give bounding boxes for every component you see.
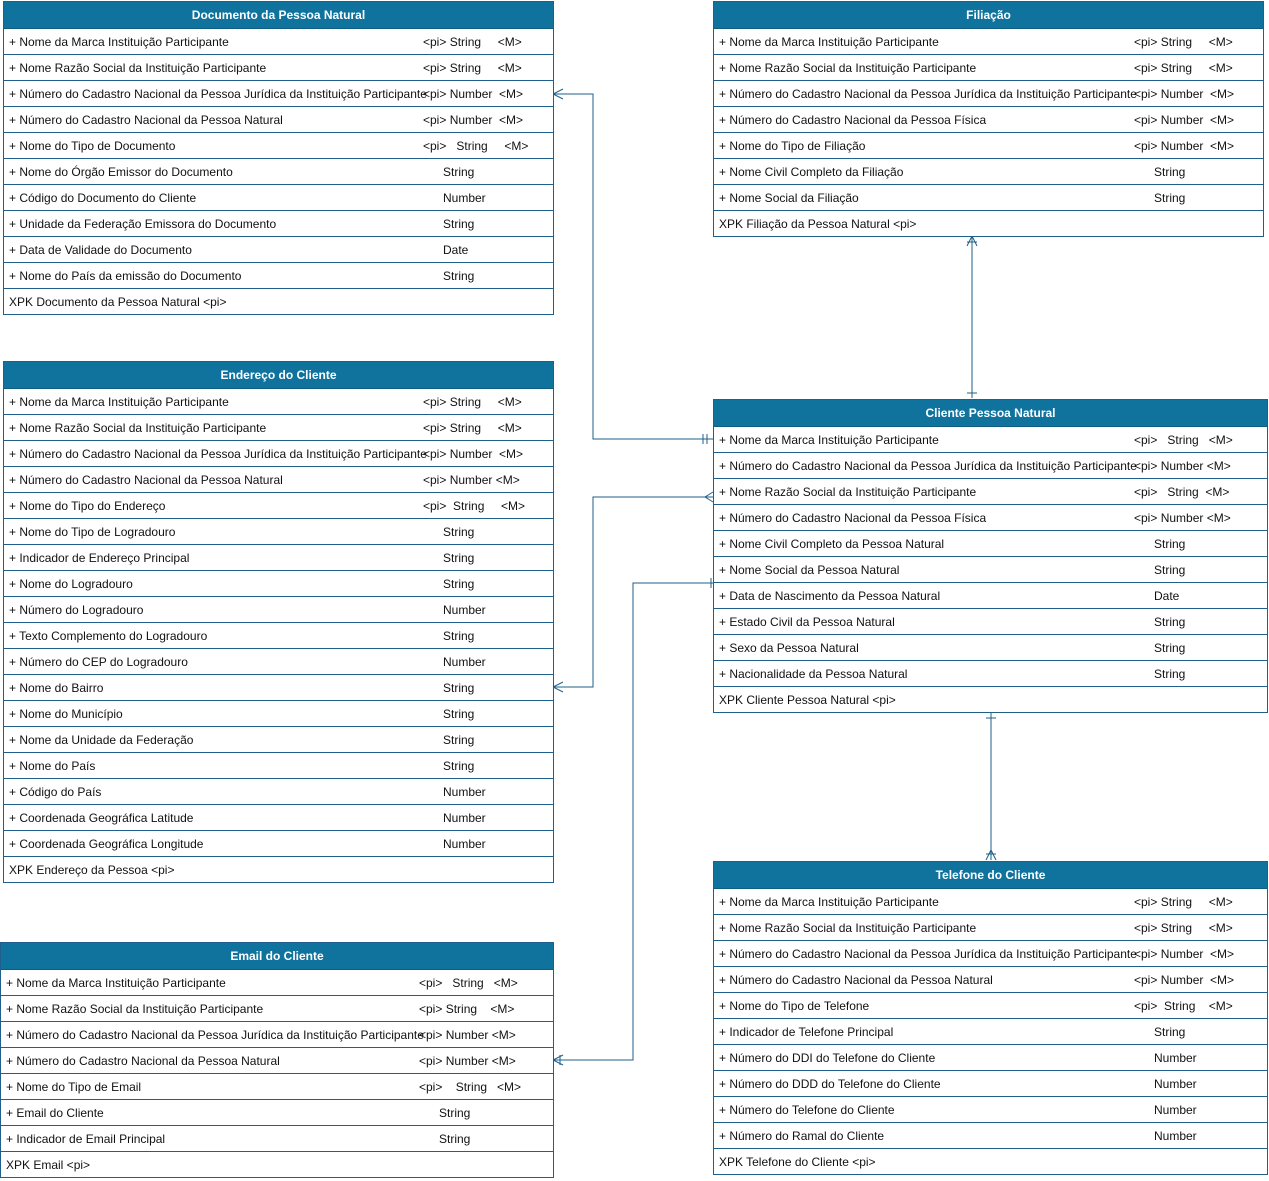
attribute-type: <pi> Number <M> xyxy=(419,1028,516,1042)
attribute-type: <pi> String <M> xyxy=(423,499,526,513)
attribute-name: + Número do DDI do Telefone do Cliente xyxy=(719,1051,936,1065)
attribute-row xyxy=(4,545,553,571)
attribute-name: + Número do Telefone do Cliente xyxy=(719,1103,895,1117)
primary-key-label: XPK Documento da Pessoa Natural <pi> xyxy=(9,295,227,309)
attribute-row xyxy=(1,1048,553,1074)
attribute-type: String xyxy=(443,681,475,695)
attribute-type: String xyxy=(443,759,475,773)
primary-key-row xyxy=(4,289,553,315)
attribute-row xyxy=(4,623,553,649)
entity-telefone-cliente[interactable] xyxy=(713,861,1268,1175)
attribute-type: String xyxy=(1154,191,1186,205)
attribute-name: + Nome Razão Social da Instituição Participante xyxy=(6,1002,264,1016)
attribute-type: <pi> Number <M> xyxy=(1134,87,1235,101)
primary-key-label: XPK Filiação da Pessoa Natural <pi> xyxy=(719,217,917,231)
attribute-name: + Nome do País da emissão do Documento xyxy=(9,269,242,283)
attribute-type: <pi> Number <M> xyxy=(1134,459,1231,473)
attribute-name: + Nome Razão Social da Instituição Participante xyxy=(719,921,977,935)
attribute-name: + Número do Cadastro Nacional da Pessoa Natural xyxy=(9,113,283,127)
attribute-name: + Coordenada Geográfica Longitude xyxy=(9,837,204,851)
attribute-row xyxy=(4,441,553,467)
attribute-name: + Código do Documento do Cliente xyxy=(9,191,197,205)
attribute-name: + Número do Cadastro Nacional da Pessoa Natural xyxy=(9,473,283,487)
primary-key-label: XPK Cliente Pessoa Natural <pi> xyxy=(719,693,896,707)
attribute-name: + Nome da Unidade da Federação xyxy=(9,733,194,747)
attribute-row xyxy=(714,107,1263,133)
attribute-row xyxy=(714,479,1267,505)
attribute-name: + Nome Social da Pessoa Natural xyxy=(719,563,900,577)
attribute-type: Number xyxy=(1154,1051,1197,1065)
attribute-type: <pi> Number <M> xyxy=(423,473,520,487)
attribute-type: <pi> String <M> xyxy=(419,976,518,990)
attribute-name: + Código do País xyxy=(9,785,102,799)
attribute-row xyxy=(714,941,1267,967)
attribute-row xyxy=(714,661,1267,687)
attribute-name: + Unidade da Federação Emissora do Documento xyxy=(9,217,277,231)
attribute-row xyxy=(714,55,1263,81)
attribute-type: Number xyxy=(1154,1077,1197,1091)
attribute-type: <pi> Number <M> xyxy=(1134,511,1231,525)
attribute-name: + Número do Cadastro Nacional da Pessoa Jurídica da Instituição Participante xyxy=(719,459,1137,473)
attribute-type: String xyxy=(443,577,475,591)
attribute-type: Date xyxy=(443,243,469,257)
attribute-type: String xyxy=(443,707,475,721)
attribute-type: <pi> String <M> xyxy=(419,1080,522,1094)
attribute-name: + Nome do Tipo de Telefone xyxy=(719,999,870,1013)
attribute-row xyxy=(4,701,553,727)
attribute-name: + Número do Logradouro xyxy=(9,603,144,617)
attribute-row xyxy=(1,1100,553,1126)
entity-email-cliente[interactable] xyxy=(0,942,554,1178)
attribute-name: + Nome do Município xyxy=(9,707,123,721)
attribute-name: + Nome Razão Social da Instituição Participante xyxy=(719,61,977,75)
attribute-row xyxy=(1,1074,553,1100)
attribute-type: <pi> Number <M> xyxy=(1134,947,1235,961)
attribute-row xyxy=(714,531,1267,557)
attribute-name: + Número do Cadastro Nacional da Pessoa Jurídica da Instituição Participante xyxy=(719,947,1137,961)
attribute-name: + Nome da Marca Instituição Participante xyxy=(9,395,229,409)
attribute-name: + Nome Civil Completo da Pessoa Natural xyxy=(719,537,945,551)
attribute-name: + Nome Civil Completo da Filiação xyxy=(719,165,904,179)
attribute-name: + Nome do Tipo do Endereço xyxy=(9,499,166,513)
attribute-row xyxy=(1,996,553,1022)
attribute-name: + Nome Razão Social da Instituição Participante xyxy=(9,61,267,75)
attribute-row xyxy=(4,107,553,133)
attribute-name: + Número do Cadastro Nacional da Pessoa Jurídica da Instituição Participante xyxy=(719,87,1137,101)
attribute-name: + Data de Nascimento da Pessoa Natural xyxy=(719,589,941,603)
attribute-row xyxy=(714,635,1267,661)
attribute-type: <pi> Number <M> xyxy=(423,447,524,461)
attribute-name: + Nome da Marca Instituição Participante xyxy=(9,35,229,49)
attribute-row xyxy=(714,993,1267,1019)
attribute-row xyxy=(4,467,553,493)
attribute-row xyxy=(714,583,1267,609)
attribute-row xyxy=(714,185,1263,211)
attribute-row xyxy=(4,81,553,107)
attribute-row xyxy=(714,1045,1267,1071)
primary-key-label: XPK Email <pi> xyxy=(6,1158,91,1172)
attribute-name: + Número do Cadastro Nacional da Pessoa Natural xyxy=(719,973,993,987)
attribute-type: Number xyxy=(443,655,486,669)
attribute-name: + Indicador de Endereço Principal xyxy=(9,551,190,565)
attribute-type: String xyxy=(1154,537,1186,551)
attribute-row xyxy=(714,557,1267,583)
primary-key-row xyxy=(714,1149,1267,1175)
attribute-type: Date xyxy=(1154,589,1180,603)
attribute-type: String xyxy=(1154,615,1186,629)
attribute-type: <pi> Number <M> xyxy=(419,1054,516,1068)
attribute-name: + Sexo da Pessoa Natural xyxy=(719,641,859,655)
attribute-row xyxy=(4,779,553,805)
attribute-row xyxy=(714,133,1263,159)
attribute-type: String xyxy=(443,551,475,565)
attribute-name: + Número do Cadastro Nacional da Pessoa Física xyxy=(719,113,987,127)
attribute-row xyxy=(4,263,553,289)
attribute-name: + Indicador de Email Principal xyxy=(6,1132,166,1146)
attribute-type: String xyxy=(1154,165,1186,179)
attribute-name: + Nome do Logradouro xyxy=(9,577,133,591)
attribute-row xyxy=(4,389,553,415)
attribute-name: + Número do Cadastro Nacional da Pessoa Jurídica da Instituição Participante xyxy=(6,1028,424,1042)
attribute-type: String xyxy=(443,165,475,179)
attribute-type: <pi> String <M> xyxy=(419,1002,515,1016)
primary-key-row xyxy=(714,687,1267,713)
attribute-type: String xyxy=(443,629,475,643)
attribute-type: Number xyxy=(443,837,486,851)
attribute-type: <pi> String <M> xyxy=(423,421,522,435)
attribute-name: + Coordenada Geográfica Latitude xyxy=(9,811,194,825)
attribute-type: <pi> String <M> xyxy=(1134,895,1233,909)
attribute-name: + Nome do Tipo de Email xyxy=(6,1080,142,1094)
attribute-type: String xyxy=(443,525,475,539)
attribute-name: + Indicador de Telefone Principal xyxy=(719,1025,894,1039)
entity-title: Endereço do Cliente xyxy=(4,362,553,389)
attribute-type: String xyxy=(1154,641,1186,655)
primary-key-row xyxy=(1,1152,553,1178)
attribute-name: + Nome do Tipo de Filiação xyxy=(719,139,866,153)
attribute-type: Number xyxy=(1154,1103,1197,1117)
attribute-type: <pi> String <M> xyxy=(423,395,522,409)
attribute-type: <pi> String <M> xyxy=(1134,999,1233,1013)
attribute-name: + Nome Social da Filiação xyxy=(719,191,859,205)
attribute-type: Number xyxy=(443,603,486,617)
attribute-name: + Nome do Tipo de Documento xyxy=(9,139,176,153)
attribute-row xyxy=(714,159,1263,185)
attribute-type: <pi> Number <M> xyxy=(423,87,524,101)
attribute-type: <pi> String <M> xyxy=(1134,35,1233,49)
attribute-row xyxy=(714,1019,1267,1045)
attribute-type: <pi> String <M> xyxy=(1134,921,1233,935)
attribute-type: <pi> String <M> xyxy=(1134,485,1230,499)
entity-documento-pessoa-natural[interactable] xyxy=(3,1,554,315)
attribute-type: String xyxy=(439,1106,471,1120)
attribute-row xyxy=(4,493,553,519)
attribute-type: String xyxy=(443,269,475,283)
attribute-row xyxy=(4,519,553,545)
attribute-type: String xyxy=(443,733,475,747)
attribute-name: + Texto Complemento do Logradouro xyxy=(9,629,208,643)
primary-key-label: XPK Endereço da Pessoa <pi> xyxy=(9,863,175,877)
entity-cliente-pessoa-natural[interactable] xyxy=(713,399,1268,713)
attribute-name: + Número do CEP do Logradouro xyxy=(9,655,188,669)
attribute-type: <pi> String <M> xyxy=(423,139,529,153)
attribute-name: + Número do Cadastro Nacional da Pessoa Física xyxy=(719,511,987,525)
attribute-row xyxy=(714,1123,1267,1149)
attribute-type: <pi> Number <M> xyxy=(423,113,524,127)
attribute-row xyxy=(4,237,553,263)
attribute-name: + Nome Razão Social da Instituição Participante xyxy=(9,421,267,435)
attribute-row xyxy=(4,571,553,597)
attribute-name: + Data de Validade do Documento xyxy=(9,243,192,257)
attribute-row xyxy=(4,805,553,831)
attribute-row xyxy=(4,211,553,237)
attribute-name: + Nome da Marca Instituição Participante xyxy=(719,895,939,909)
entity-title: Telefone do Cliente xyxy=(714,862,1267,889)
attribute-name: + Nome da Marca Instituição Participante xyxy=(719,433,939,447)
attribute-type: String xyxy=(443,217,475,231)
attribute-row xyxy=(714,427,1267,453)
attribute-name: + Nome do Tipo de Logradouro xyxy=(9,525,176,539)
attribute-type: String xyxy=(1154,667,1186,681)
attribute-row xyxy=(714,453,1267,479)
attribute-type: <pi> String <M> xyxy=(1134,61,1233,75)
attribute-row xyxy=(1,970,553,996)
attribute-name: + Nome da Marca Instituição Participante xyxy=(719,35,939,49)
entity-title: Cliente Pessoa Natural xyxy=(714,400,1267,427)
attribute-name: + Número do DDD do Telefone do Cliente xyxy=(719,1077,941,1091)
attribute-row xyxy=(714,81,1263,107)
attribute-type: String xyxy=(439,1132,471,1146)
attribute-row xyxy=(4,675,553,701)
attribute-row xyxy=(4,831,553,857)
entity-endereco-cliente[interactable] xyxy=(3,361,554,883)
attribute-name: + Nome Razão Social da Instituição Participante xyxy=(719,485,977,499)
attribute-name: + Número do Cadastro Nacional da Pessoa Natural xyxy=(6,1054,280,1068)
attribute-type: <pi> String <M> xyxy=(423,61,522,75)
attribute-name: + Nome da Marca Instituição Participante xyxy=(6,976,226,990)
primary-key-row xyxy=(4,857,553,883)
attribute-row xyxy=(4,55,553,81)
attribute-type: Number xyxy=(443,785,486,799)
attribute-row xyxy=(4,29,553,55)
primary-key-row xyxy=(714,211,1263,237)
attribute-name: + Estado Civil da Pessoa Natural xyxy=(719,615,895,629)
attribute-type: Number xyxy=(443,811,486,825)
attribute-row xyxy=(4,597,553,623)
attribute-type: Number xyxy=(1154,1129,1197,1143)
attribute-row xyxy=(714,1097,1267,1123)
attribute-name: + Nome do Órgão Emissor do Documento xyxy=(9,165,233,179)
attribute-row xyxy=(1,1022,553,1048)
attribute-row xyxy=(4,649,553,675)
primary-key-label: XPK Telefone do Cliente <pi> xyxy=(719,1155,876,1169)
attribute-row xyxy=(4,415,553,441)
attribute-row xyxy=(4,159,553,185)
link-email-cliente xyxy=(553,583,713,1060)
attribute-row xyxy=(714,505,1267,531)
attribute-name: + Nome do País xyxy=(9,759,96,773)
link-documento-cliente xyxy=(553,94,713,439)
entity-title: Documento da Pessoa Natural xyxy=(4,2,553,29)
attribute-row xyxy=(4,185,553,211)
attribute-type: String xyxy=(1154,563,1186,577)
attribute-row xyxy=(1,1126,553,1152)
attribute-row xyxy=(714,889,1267,915)
attribute-name: + Número do Cadastro Nacional da Pessoa Jurídica da Instituição Participante xyxy=(9,447,427,461)
entity-title: Email do Cliente xyxy=(1,943,553,970)
attribute-row xyxy=(4,727,553,753)
attribute-name: + Nome do Bairro xyxy=(9,681,104,695)
attribute-name: + Email do Cliente xyxy=(6,1106,104,1120)
attribute-type: <pi> Number <M> xyxy=(1134,113,1235,127)
attribute-name: + Número do Ramal do Cliente xyxy=(719,1129,885,1143)
attribute-type: <pi> Number <M> xyxy=(1134,973,1235,987)
entity-filiacao[interactable] xyxy=(713,1,1264,237)
attribute-row xyxy=(714,967,1267,993)
attribute-type: Number xyxy=(443,191,486,205)
attribute-row xyxy=(4,133,553,159)
attribute-row xyxy=(4,753,553,779)
attribute-row xyxy=(714,29,1263,55)
attribute-type: <pi> String <M> xyxy=(1134,433,1233,447)
attribute-type: <pi> Number <M> xyxy=(1134,139,1235,153)
attribute-row xyxy=(714,609,1267,635)
attribute-type: String xyxy=(1154,1025,1186,1039)
attribute-row xyxy=(714,915,1267,941)
attribute-name: + Nacionalidade da Pessoa Natural xyxy=(719,667,908,681)
entity-title: Filiação xyxy=(714,2,1263,29)
attribute-row xyxy=(714,1071,1267,1097)
attribute-type: <pi> String <M> xyxy=(423,35,522,49)
attribute-name: + Número do Cadastro Nacional da Pessoa Jurídica da Instituição Participante xyxy=(9,87,427,101)
